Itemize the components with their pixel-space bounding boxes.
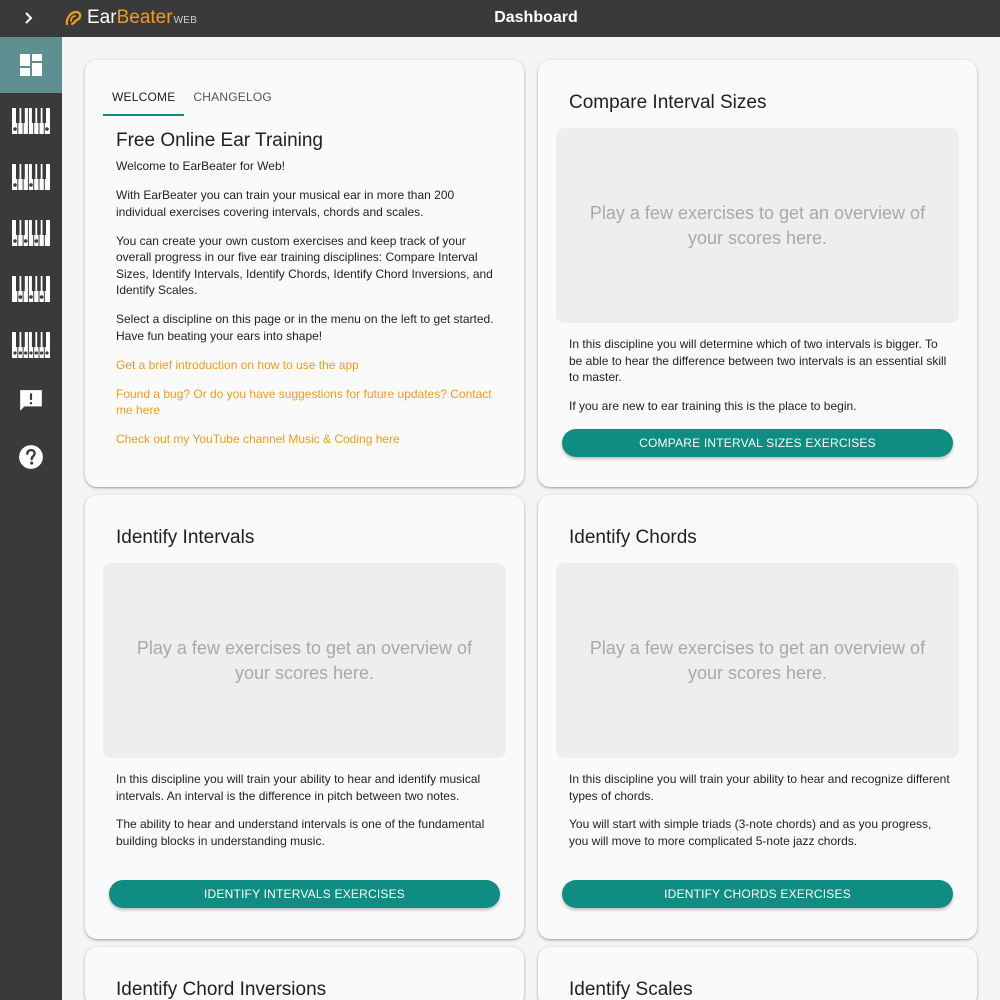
card-title: Identify Intervals — [116, 527, 255, 548]
scores-overview-placeholder — [556, 128, 959, 323]
piano-keys-icon — [12, 164, 50, 190]
welcome-paragraph: You can create your own custom exercises and keep track of your overall progress in our five ear training disciplines: Compare Interval Sizes, Identify Intervals, Identify Chords, Identify Chord Inversions, and Identify Scales. — [116, 233, 493, 297]
card-title: Compare Interval Sizes — [569, 92, 767, 113]
welcome-title: Free Online Ear Training — [116, 130, 323, 151]
piano-keys-icon — [12, 108, 50, 134]
identify-chords-exercises-button[interactable]: IDENTIFY CHORDS EXERCISES — [562, 880, 953, 908]
contact-link[interactable]: Found a bug? Or do you have suggestions for future updates? Contact me here — [116, 386, 492, 417]
sidebar-item-feedback[interactable] — [0, 373, 62, 429]
page-title: Dashboard — [494, 9, 578, 26]
welcome-tabs — [103, 86, 281, 116]
piano-keys-icon — [12, 276, 50, 302]
sidebar-item-identify-scales[interactable] — [0, 317, 62, 373]
welcome-body — [116, 158, 501, 460]
sidebar-item-help[interactable] — [0, 429, 62, 485]
brand-beater-text: Beater — [116, 7, 173, 28]
intro-link[interactable]: Get a brief introduction on how to use the app — [116, 357, 359, 372]
dashboard-icon — [19, 53, 43, 77]
top-app-bar — [0, 0, 1000, 37]
feedback-icon — [18, 388, 44, 414]
card-description — [569, 336, 954, 426]
sidebar-item-identify-chords[interactable] — [0, 205, 62, 261]
welcome-card — [85, 60, 524, 487]
description-paragraph: In this discipline you will train your ability to hear and recognize different types of chords. — [569, 772, 950, 803]
brand-ear-text: Ear — [87, 7, 117, 28]
placeholder-text: Play a few exercises to get an overview of your scores here. — [589, 637, 926, 683]
description-paragraph: In this discipline you will train your ability to hear and identify musical intervals. An interval is the difference in pitch between two notes. — [116, 772, 481, 803]
compare-interval-sizes-card — [538, 60, 977, 487]
brand-web-text: WEB — [173, 15, 198, 26]
youtube-link[interactable]: Check out my YouTube channel Music & Coding here — [116, 432, 400, 446]
card-title: Identify Scales — [569, 979, 693, 1000]
card-title: Identify Chord Inversions — [116, 979, 327, 1000]
welcome-paragraph: Select a discipline on this page or in the menu on the left to get started. Have fun beating your ears into shape! — [116, 312, 494, 343]
tab-changelog[interactable]: CHANGELOG — [193, 90, 272, 104]
description-paragraph: If you are new to ear training this is the place to begin. — [569, 398, 857, 413]
identify-chords-card — [538, 495, 977, 939]
help-icon — [18, 444, 44, 470]
card-description — [116, 771, 501, 861]
card-description — [569, 771, 954, 861]
sidebar-item-compare-interval-sizes[interactable] — [0, 93, 62, 149]
scores-overview-placeholder — [103, 563, 506, 758]
identify-chord-inversions-card — [85, 947, 524, 1000]
card-title: Identify Chords — [569, 527, 697, 548]
piano-keys-icon — [12, 332, 50, 358]
sidebar-nav — [0, 37, 62, 1000]
welcome-paragraph: Welcome to EarBeater for Web! — [116, 159, 285, 173]
description-paragraph: In this discipline you will determine which of two intervals is bigger. To be able to hear the difference between two intervals is an essential skill to master. — [569, 337, 947, 384]
description-paragraph: The ability to hear and understand intervals is one of the fundamental building blocks in understanding music. — [116, 817, 485, 848]
sidebar-item-dashboard[interactable] — [0, 37, 62, 93]
tab-welcome[interactable]: WELCOME — [103, 86, 184, 116]
piano-keys-icon — [12, 220, 50, 246]
welcome-paragraph: With EarBeater you can train your musical ear in more than 200 individual exercises covering intervals, chords and scales. — [116, 188, 455, 219]
sidebar-item-identify-intervals[interactable] — [0, 149, 62, 205]
identify-intervals-exercises-button[interactable]: IDENTIFY INTERVALS EXERCISES — [109, 880, 500, 908]
identify-intervals-card — [85, 495, 524, 939]
sidebar-item-identify-chord-inversions[interactable] — [0, 261, 62, 317]
description-paragraph: You will start with simple triads (3-note chords) and as you progress, you will move to more complicated 5-note jazz chords. — [569, 817, 932, 848]
placeholder-text: Play a few exercises to get an overview of your scores here. — [136, 637, 473, 683]
identify-scales-card — [538, 947, 977, 1000]
scores-overview-placeholder — [556, 563, 959, 758]
placeholder-text: Play a few exercises to get an overview of your scores here. — [589, 202, 926, 248]
compare-interval-sizes-exercises-button[interactable]: COMPARE INTERVAL SIZES EXERCISES — [562, 429, 953, 457]
